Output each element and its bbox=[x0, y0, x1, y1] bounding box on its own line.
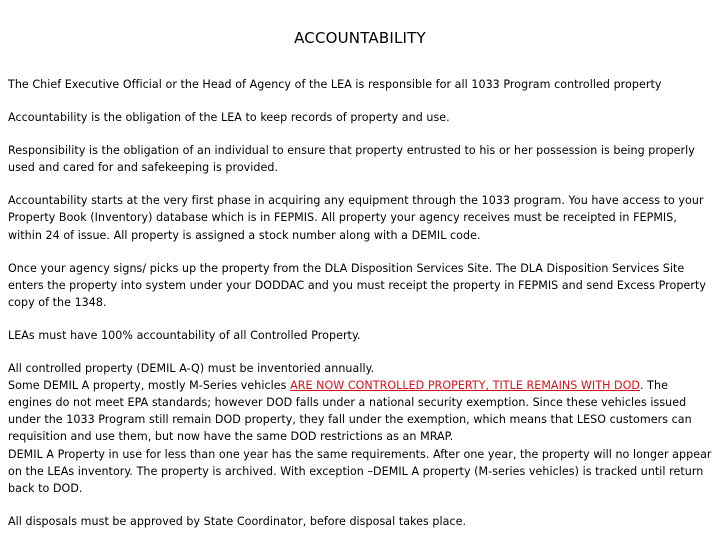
paragraph-dla-disposition: Once your agency signs/ picks up the property from the DLA Disposition Services Site. The DLA Disposition Services Site enters the property into system under your DODDAC and you must receipt the property in FEPMIS and send Excess Property copy of the 1348. bbox=[8, 261, 706, 309]
paragraph-annual-inventory: All controlled property (DEMIL A-Q) must be inventoried annually. bbox=[8, 362, 375, 376]
paragraph-responsibility-definition: Responsibility is the obligation of an individual to ensure that property entrusted to his or her possession is being properly used and cared for and safekeeping is provided. bbox=[8, 144, 695, 175]
paragraph-demil-a-vehicles bbox=[8, 377, 714, 445]
demil-a-intro: Some DEMIL A property, mostly M-Series vehicles bbox=[8, 379, 291, 393]
controlled-property-emphasis: ARE NOW CONTROLLED PROPERTY, TITLE REMAINS WITH DOD bbox=[290, 379, 641, 393]
paragraph-chief-executive: The Chief Executive Official or the Head of Agency of the LEA is responsible for all 1033 Program controlled property bbox=[8, 78, 662, 91]
paragraph-disposals: All disposals must be approved by State Coordinator, before disposal takes place. bbox=[8, 514, 467, 528]
body-text bbox=[8, 76, 714, 546]
paragraph-demil-a-one-year: DEMIL A Property in use for less than one year has the same requirements. After one year, the property will no longer appear on the LEAs inventory. The property is archived. With exception –DEMIL A property (M-series vehicles) is tracked until return back to DOD. bbox=[8, 447, 712, 495]
paragraph-accountability-definition: Accountability is the obligation of the LEA to keep records of property and use. bbox=[8, 111, 450, 125]
paragraph-100-percent: LEAs must have 100% accountability of all Controlled Property. bbox=[8, 328, 361, 342]
page-title: ACCOUNTABILITY bbox=[294, 29, 426, 47]
demil-a-exemption: . The engines do not meet EPA standards; however DOD falls under a national security exemption. Since these vehicles issued under the 1033 Program still remain DOD property, they fall under the exemption, which means that LESO customers can requisition and use them, but now have the same DOD restrictions as an MRAP. bbox=[8, 379, 692, 444]
paragraph-fepmis: Accountability starts at the very first phase in acquiring any equipment through the 1033 program. You have access to your Property Book (Inventory) database which is in FEPMIS. All property your agency receives must be receipted in FEPMIS, within 24 of issue. All property is assigned a stock number along with a DEMIL code. bbox=[8, 194, 704, 242]
